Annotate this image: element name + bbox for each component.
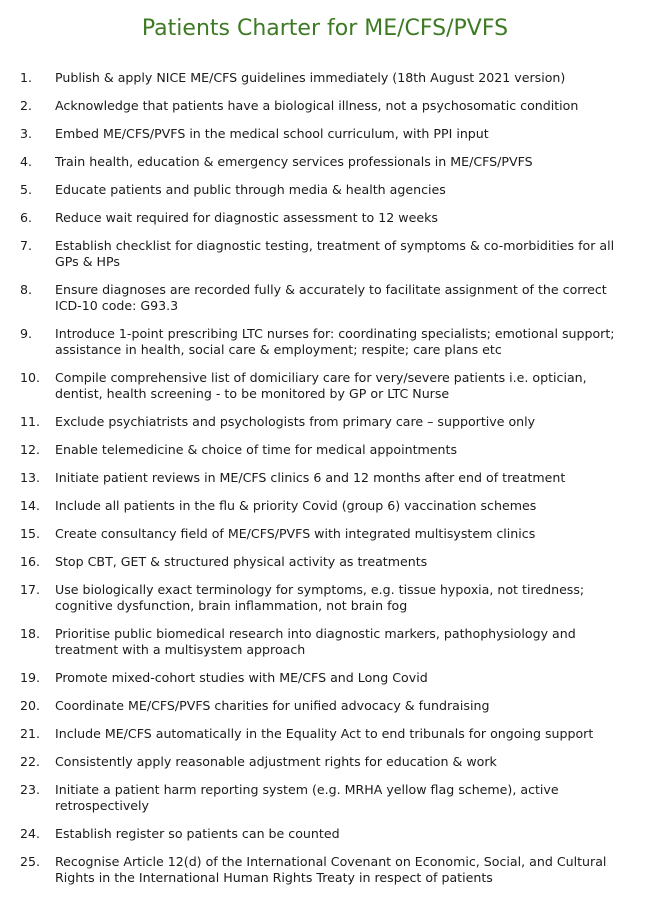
charter-item-text: Establish register so patients can be counted	[55, 826, 340, 841]
charter-item-number: 17.	[20, 582, 41, 597]
charter-item-text: Initiate patient reviews in ME/CFS clinics 6 and 12 months after end of treatment	[55, 470, 566, 485]
charter-item	[0, 238, 650, 270]
charter-item	[0, 782, 650, 814]
charter-item-text: Train health, education & emergency services professionals in ME/CFS/PVFS	[55, 154, 533, 169]
charter-list	[0, 70, 650, 898]
charter-item	[0, 210, 650, 226]
charter-item-number: 1.	[20, 70, 33, 85]
charter-item	[0, 498, 650, 514]
charter-item	[0, 126, 650, 142]
charter-item-number: 24.	[20, 826, 41, 841]
charter-item	[0, 470, 650, 486]
charter-item-number: 23.	[20, 782, 41, 797]
charter-item-text: Educate patients and public through media & health agencies	[55, 182, 446, 197]
charter-item-number: 22.	[20, 754, 41, 769]
charter-item-text: Use biologically exact terminology for symptoms, e.g. tissue hypoxia, not tiredness; cognitive dysfunction, brain inflammation, not brain fog	[55, 582, 585, 613]
charter-item-number: 5.	[20, 182, 33, 197]
charter-item	[0, 370, 650, 402]
charter-item-text: Include ME/CFS automatically in the Equality Act to end tribunals for ongoing support	[55, 726, 594, 741]
charter-item-text: Ensure diagnoses are recorded fully & accurately to facilitate assignment of the correct ICD-10 code: G93.3	[55, 282, 607, 313]
charter-item-text: Create consultancy field of ME/CFS/PVFS with integrated multisystem clinics	[55, 526, 536, 541]
charter-item-number: 2.	[20, 98, 33, 113]
charter-item	[0, 726, 650, 742]
charter-item	[0, 70, 650, 86]
charter-item	[0, 698, 650, 714]
charter-item	[0, 442, 650, 458]
charter-item-text: Promote mixed-cohort studies with ME/CFS and Long Covid	[55, 670, 428, 685]
charter-item-number: 12.	[20, 442, 41, 457]
charter-item-number: 21.	[20, 726, 41, 741]
charter-item-number: 18.	[20, 626, 41, 641]
charter-item-text: Initiate a patient harm reporting system (e.g. MRHA yellow flag scheme), active retrospectively	[55, 782, 559, 813]
charter-item-text: Include all patients in the flu & priority Covid (group 6) vaccination schemes	[55, 498, 537, 513]
charter-item-number: 4.	[20, 154, 33, 169]
charter-item	[0, 754, 650, 770]
charter-item-number: 15.	[20, 526, 41, 541]
charter-item-text: Enable telemedicine & choice of time for medical appointments	[55, 442, 458, 457]
charter-item-text: Reduce wait required for diagnostic assessment to 12 weeks	[55, 210, 438, 225]
charter-item-number: 25.	[20, 854, 41, 869]
charter-item-number: 11.	[20, 414, 41, 429]
charter-item	[0, 326, 650, 358]
charter-item-text: Compile comprehensive list of domiciliary care for very/severe patients i.e. optician, dentist, health screening - to be monitored by GP or LTC Nurse	[55, 370, 587, 401]
charter-item-number: 19.	[20, 670, 41, 685]
charter-item	[0, 854, 650, 886]
charter-item-number: 13.	[20, 470, 41, 485]
charter-item	[0, 154, 650, 170]
charter-item-number: 9.	[20, 326, 33, 341]
charter-item	[0, 182, 650, 198]
charter-item	[0, 826, 650, 842]
charter-item-number: 20.	[20, 698, 41, 713]
charter-item	[0, 526, 650, 542]
charter-item	[0, 414, 650, 430]
charter-item-number: 16.	[20, 554, 41, 569]
charter-item-text: Coordinate ME/CFS/PVFS charities for unified advocacy & fundraising	[55, 698, 490, 713]
charter-item-text: Prioritise public biomedical research into diagnostic markers, pathophysiology and treatment with a multisystem approach	[55, 626, 576, 657]
charter-item-text: Embed ME/CFS/PVFS in the medical school curriculum, with PPI input	[55, 126, 489, 141]
charter-item-text: Stop CBT, GET & structured physical activity as treatments	[55, 554, 428, 569]
charter-item-number: 3.	[20, 126, 33, 141]
charter-item-text: Introduce 1-point prescribing LTC nurses for: coordinating specialists; emotional support; assistance in health, social care & employment; respite; care plans etc	[55, 326, 615, 357]
charter-item-number: 8.	[20, 282, 33, 297]
charter-item-number: 14.	[20, 498, 41, 513]
charter-item	[0, 282, 650, 314]
charter-item-text: Publish & apply NICE ME/CFS guidelines immediately (18th August 2021 version)	[55, 70, 566, 85]
charter-item-text: Acknowledge that patients have a biological illness, not a psychosomatic condition	[55, 98, 579, 113]
charter-item-number: 10.	[20, 370, 41, 385]
charter-item	[0, 98, 650, 114]
charter-item-text: Consistently apply reasonable adjustment rights for education & work	[55, 754, 497, 769]
charter-item	[0, 670, 650, 686]
charter-item-number: 6.	[20, 210, 33, 225]
document-title: Patients Charter for ME/CFS/PVFS	[141, 16, 509, 41]
charter-item-number: 7.	[20, 238, 33, 253]
charter-item	[0, 582, 650, 614]
charter-item-text: Establish checklist for diagnostic testing, treatment of symptoms & co-morbidities for all GPs & HPs	[55, 238, 615, 269]
charter-item	[0, 626, 650, 658]
charter-item-text: Recognise Article 12(d) of the International Covenant on Economic, Social, and Cultural Rights in the International Human Rights Treaty in respect of patients	[55, 854, 607, 885]
charter-item	[0, 554, 650, 570]
charter-item-text: Exclude psychiatrists and psychologists from primary care – supportive only	[55, 414, 536, 429]
